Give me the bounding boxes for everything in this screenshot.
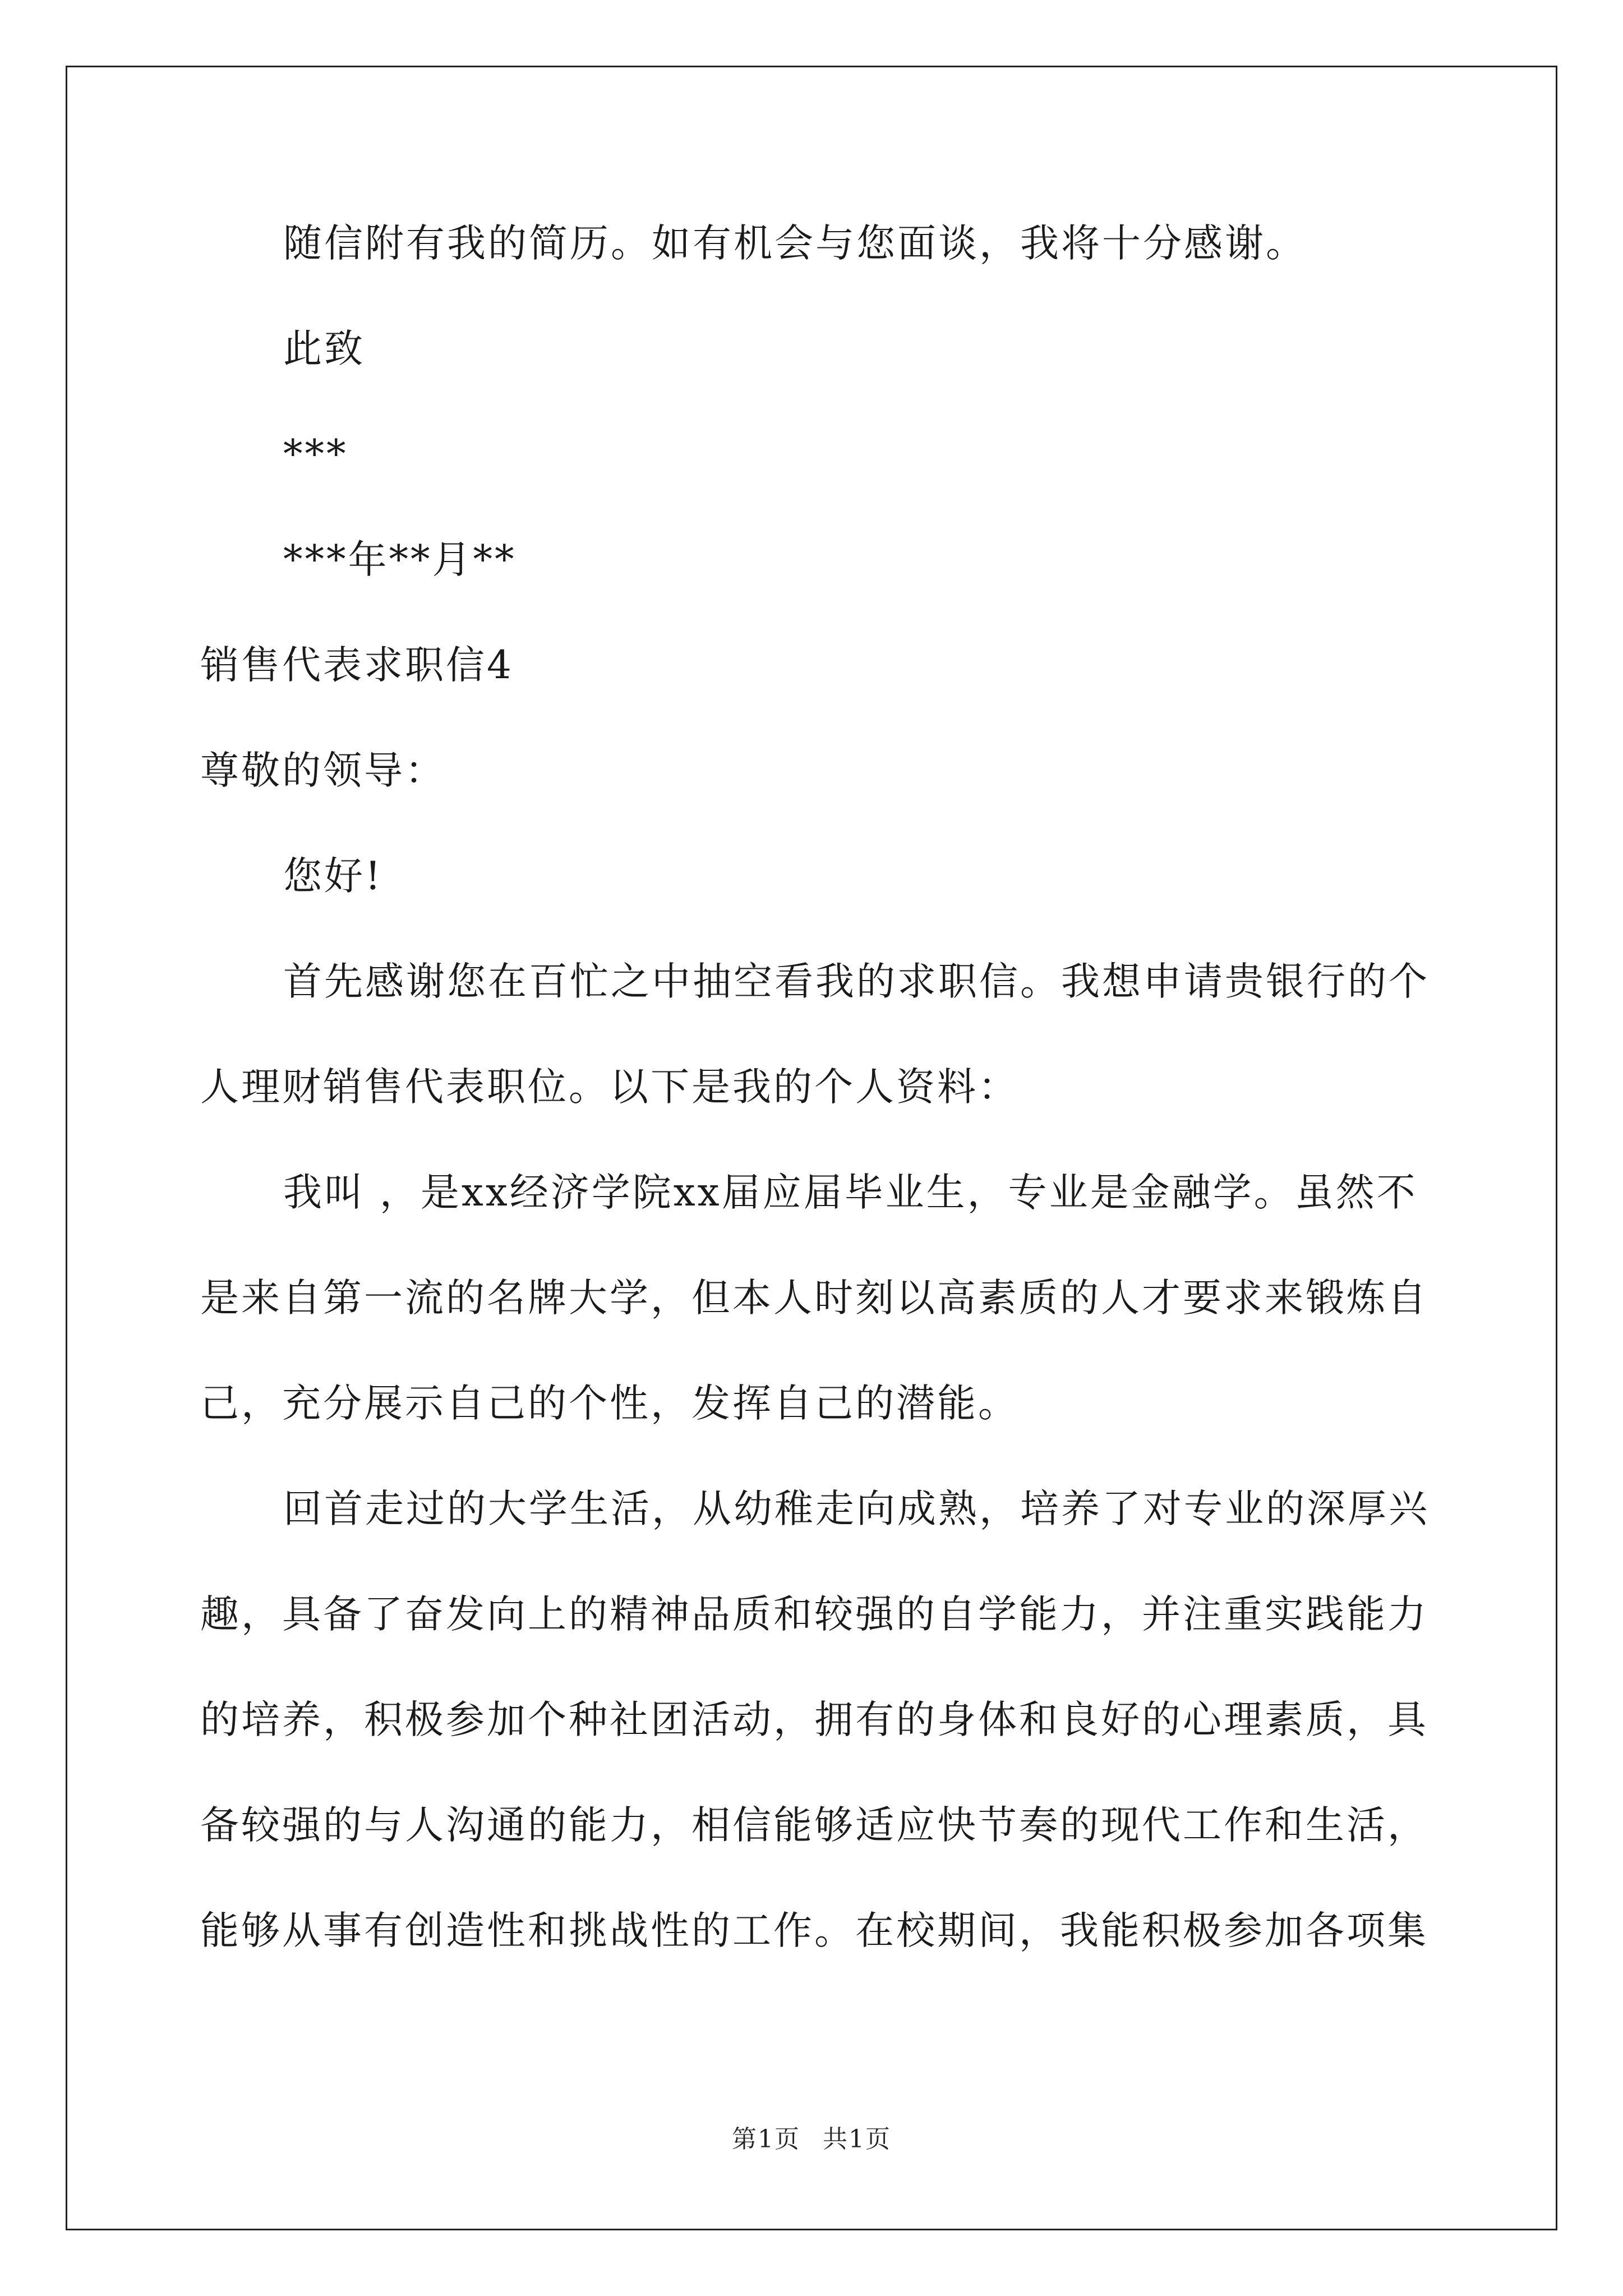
paragraph-line: 回首走过的大学生活，从幼稚走向成熟，培养了对专业的深厚兴 [283, 1487, 1430, 1531]
signature-date: ***年**月** [283, 537, 517, 582]
greeting-recipient: 尊敬的领导： [200, 748, 446, 793]
paragraph-line: 是来自第一流的名牌大学，但本人时刻以高素质的人才要求来锻炼自 [200, 1276, 1428, 1320]
salutation-closing: 此致 [283, 326, 365, 371]
letter-body [200, 213, 1430, 2006]
section-title: 销售代表求职信4 [200, 643, 514, 688]
page-footer [0, 2119, 1623, 2155]
paragraph-line: 趣，具备了奋发向上的精神品质和较强的自学能力，并注重实践能力 [200, 1592, 1428, 1637]
signature-name: *** [283, 432, 348, 477]
page-total: 共1页 [823, 2125, 891, 2154]
paragraph-line: 备较强的与人沟通的能力，相信能够适应快节奏的现代工作和生活， [200, 1803, 1428, 1848]
paragraph-line: 能够从事有创造性和挑战性的工作。在校期间，我能积极参加各项集 [200, 1908, 1428, 1953]
greeting: 您好! [283, 854, 383, 899]
paragraph-line: 己，充分展示自己的个性，发挥自己的潜能。 [200, 1381, 1019, 1426]
paragraph-line: 我叫 ，是xx经济学院xx届应届毕业生，专业是金融学。虽然不 [283, 1170, 1418, 1215]
page-number: 第1页 [732, 2125, 800, 2154]
paragraph-line: 人理财销售代表职位。以下是我的个人资料： [200, 1065, 1019, 1110]
paragraph-line: 的培养，积极参加个种社团活动，拥有的身体和良好的心理素质，具 [200, 1697, 1428, 1742]
closing-paragraph: 随信附有我的简历。如有机会与您面谈，我将十分感谢。 [283, 221, 1307, 266]
paragraph-line: 首先感谢您在百忙之中抽空看我的求职信。我想申请贵银行的个 [283, 959, 1430, 1004]
